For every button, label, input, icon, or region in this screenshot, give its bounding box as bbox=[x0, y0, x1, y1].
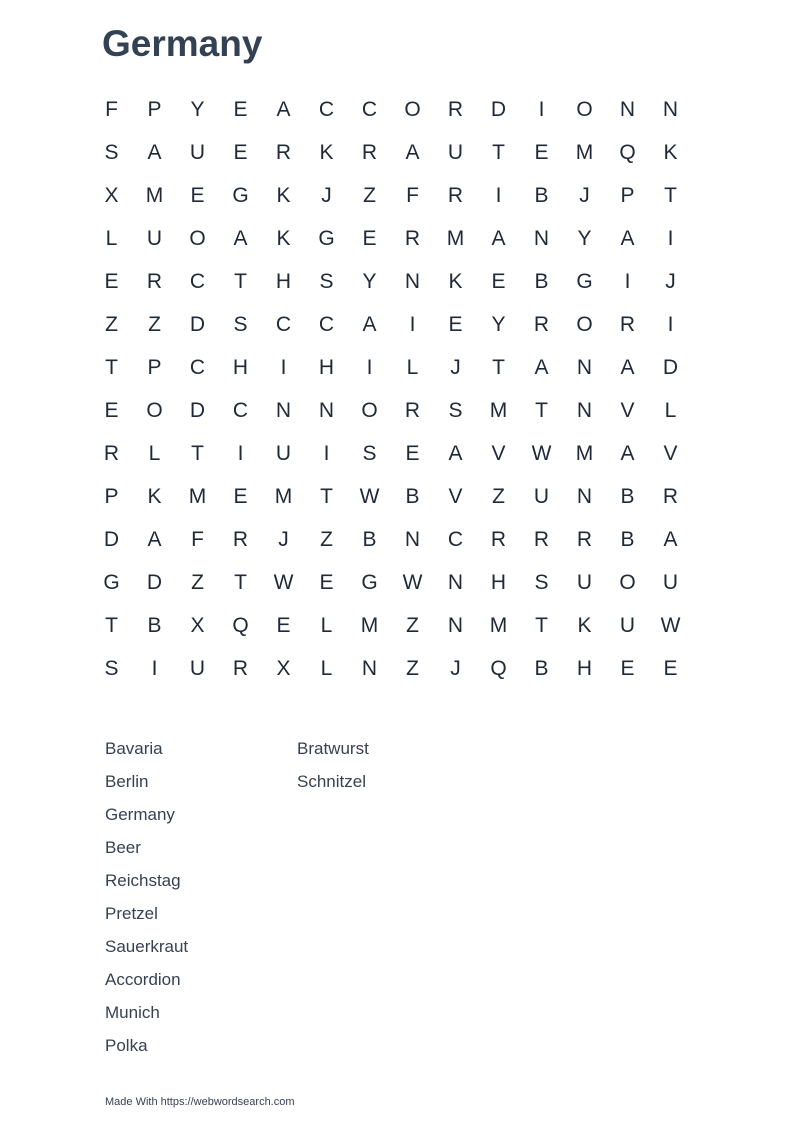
grid-cell: R bbox=[103, 441, 120, 465]
grid-cell: U bbox=[576, 570, 593, 594]
grid-cell: V bbox=[491, 441, 506, 465]
grid-cell: S bbox=[233, 312, 248, 336]
grid-cell: M bbox=[489, 398, 508, 422]
grid-cell: L bbox=[406, 355, 419, 379]
grid-cell: R bbox=[404, 226, 421, 250]
grid-cell: O bbox=[361, 398, 378, 422]
grid-cell: I bbox=[667, 312, 674, 336]
grid-cell: B bbox=[147, 613, 162, 637]
grid-cell: E bbox=[491, 269, 506, 293]
grid-cell: I bbox=[237, 441, 244, 465]
word-list bbox=[105, 732, 489, 1062]
grid-cell: J bbox=[450, 355, 461, 379]
grid-cell: H bbox=[490, 570, 507, 594]
grid-cell: Z bbox=[492, 484, 505, 508]
grid-cell: N bbox=[361, 656, 378, 680]
grid-cell: F bbox=[105, 97, 118, 121]
grid-cell: Q bbox=[232, 613, 249, 637]
grid-cell: A bbox=[620, 226, 635, 250]
word-list-item: Germany bbox=[105, 805, 175, 824]
grid-cell: M bbox=[575, 441, 594, 465]
grid-cell: N bbox=[576, 355, 593, 379]
grid-cell: J bbox=[450, 656, 461, 680]
grid-cell: A bbox=[362, 312, 377, 336]
grid-cell: W bbox=[402, 570, 423, 594]
grid-cell: T bbox=[105, 355, 118, 379]
grid-cell: R bbox=[275, 140, 292, 164]
grid-cell: Z bbox=[406, 656, 419, 680]
grid-cell: E bbox=[405, 441, 420, 465]
grid-cell: E bbox=[233, 484, 248, 508]
grid-cell: T bbox=[105, 613, 118, 637]
grid-cell: C bbox=[189, 269, 206, 293]
grid-cell: A bbox=[448, 441, 463, 465]
grid-cell: I bbox=[495, 183, 502, 207]
grid-cell: B bbox=[534, 656, 549, 680]
letter-grid bbox=[90, 88, 692, 690]
grid-cell: W bbox=[660, 613, 681, 637]
grid-cell: N bbox=[404, 527, 421, 551]
grid-cell: K bbox=[147, 484, 162, 508]
grid-cell: R bbox=[146, 269, 163, 293]
grid-cell: Z bbox=[363, 183, 376, 207]
grid-cell: I bbox=[538, 97, 545, 121]
grid-cell: Z bbox=[191, 570, 204, 594]
grid-cell: Z bbox=[148, 312, 161, 336]
grid-cell: W bbox=[531, 441, 552, 465]
grid-cell: E bbox=[276, 613, 291, 637]
grid-cell: Z bbox=[406, 613, 419, 637]
grid-cell: U bbox=[189, 656, 206, 680]
grid-cell: T bbox=[234, 570, 247, 594]
grid-cell: A bbox=[405, 140, 420, 164]
grid-cell: I bbox=[624, 269, 631, 293]
grid-cell: M bbox=[274, 484, 293, 508]
grid-cell: C bbox=[189, 355, 206, 379]
grid-cell: L bbox=[320, 656, 333, 680]
grid-cell: M bbox=[575, 140, 594, 164]
word-list-item: Schnitzel bbox=[297, 772, 366, 791]
grid-cell: L bbox=[664, 398, 677, 422]
grid-cell: K bbox=[276, 226, 291, 250]
grid-cell: C bbox=[232, 398, 249, 422]
grid-cell: H bbox=[232, 355, 249, 379]
grid-cell: G bbox=[318, 226, 335, 250]
grid-cell: K bbox=[319, 140, 334, 164]
grid-cell: C bbox=[318, 312, 335, 336]
grid-cell: A bbox=[147, 140, 162, 164]
grid-cell: B bbox=[620, 484, 635, 508]
word-list-item: Reichstag bbox=[105, 871, 181, 890]
grid-cell: P bbox=[147, 355, 162, 379]
grid-cell: M bbox=[145, 183, 164, 207]
grid-cell: O bbox=[189, 226, 206, 250]
grid-cell: C bbox=[275, 312, 292, 336]
grid-cell: S bbox=[104, 140, 119, 164]
grid-cell: N bbox=[576, 398, 593, 422]
word-list-item: Sauerkraut bbox=[105, 937, 189, 956]
grid-cell: P bbox=[147, 97, 162, 121]
grid-cell: D bbox=[189, 398, 206, 422]
grid-cell: W bbox=[273, 570, 294, 594]
grid-cell: N bbox=[619, 97, 636, 121]
grid-cell: M bbox=[360, 613, 379, 637]
grid-cell: S bbox=[319, 269, 334, 293]
grid-cell: N bbox=[662, 97, 679, 121]
grid-cell: T bbox=[234, 269, 247, 293]
grid-cell: R bbox=[619, 312, 636, 336]
grid-cell: K bbox=[577, 613, 592, 637]
grid-cell: R bbox=[232, 527, 249, 551]
grid-cell: A bbox=[276, 97, 291, 121]
grid-cell: E bbox=[362, 226, 377, 250]
grid-cell: R bbox=[404, 398, 421, 422]
grid-cell: N bbox=[404, 269, 421, 293]
grid-cell: T bbox=[492, 140, 505, 164]
grid-cell: Q bbox=[619, 140, 636, 164]
grid-cell: G bbox=[576, 269, 593, 293]
grid-cell: Z bbox=[105, 312, 118, 336]
grid-cell: M bbox=[489, 613, 508, 637]
grid-cell: S bbox=[104, 656, 119, 680]
grid-cell: Y bbox=[362, 269, 377, 293]
grid-cell: K bbox=[663, 140, 678, 164]
grid-cell: E bbox=[448, 312, 463, 336]
word-list-item: Pretzel bbox=[105, 904, 158, 923]
grid-cell: C bbox=[447, 527, 464, 551]
grid-cell: R bbox=[447, 97, 464, 121]
grid-cell: D bbox=[662, 355, 679, 379]
grid-cell: L bbox=[148, 441, 161, 465]
grid-cell: T bbox=[191, 441, 204, 465]
grid-cell: I bbox=[409, 312, 416, 336]
grid-cell: Z bbox=[320, 527, 333, 551]
grid-cell: V bbox=[620, 398, 635, 422]
grid-cell: T bbox=[492, 355, 505, 379]
grid-cell: A bbox=[233, 226, 248, 250]
grid-cell: N bbox=[447, 613, 464, 637]
grid-cell: W bbox=[359, 484, 380, 508]
grid-cell: B bbox=[620, 527, 635, 551]
grid-cell: O bbox=[146, 398, 163, 422]
grid-cell: S bbox=[534, 570, 549, 594]
grid-cell: A bbox=[147, 527, 162, 551]
grid-cell: E bbox=[190, 183, 205, 207]
grid-cell: K bbox=[448, 269, 463, 293]
grid-cell: V bbox=[448, 484, 463, 508]
grid-cell: R bbox=[232, 656, 249, 680]
grid-cell: X bbox=[276, 656, 291, 680]
grid-cell: I bbox=[667, 226, 674, 250]
grid-cell: M bbox=[446, 226, 465, 250]
grid-cell: C bbox=[318, 97, 335, 121]
grid-cell: S bbox=[448, 398, 463, 422]
grid-cell: Y bbox=[577, 226, 592, 250]
word-list-item: Munich bbox=[105, 1003, 160, 1022]
grid-cell: E bbox=[663, 656, 678, 680]
grid-cell: X bbox=[104, 183, 119, 207]
grid-cell: A bbox=[534, 355, 549, 379]
grid-cell: R bbox=[533, 527, 550, 551]
grid-cell: H bbox=[576, 656, 593, 680]
grid-cell: Q bbox=[490, 656, 507, 680]
grid-cell: P bbox=[620, 183, 635, 207]
grid-cell: S bbox=[362, 441, 377, 465]
grid-cell: F bbox=[191, 527, 204, 551]
grid-cell: D bbox=[103, 527, 120, 551]
grid-cell: O bbox=[576, 97, 593, 121]
grid-cell: Y bbox=[190, 97, 205, 121]
grid-cell: O bbox=[404, 97, 421, 121]
grid-cell: G bbox=[103, 570, 120, 594]
grid-cell: U bbox=[662, 570, 679, 594]
grid-cell: U bbox=[146, 226, 163, 250]
grid-cell: J bbox=[278, 527, 289, 551]
grid-cell: O bbox=[619, 570, 636, 594]
word-list-item: Beer bbox=[105, 838, 141, 857]
grid-cell: I bbox=[323, 441, 330, 465]
grid-cell: D bbox=[490, 97, 507, 121]
word-list-item: Bratwurst bbox=[297, 739, 369, 758]
grid-cell: E bbox=[233, 140, 248, 164]
grid-cell: M bbox=[188, 484, 207, 508]
grid-cell: E bbox=[319, 570, 334, 594]
grid-cell: L bbox=[105, 226, 118, 250]
grid-cell: T bbox=[535, 398, 548, 422]
grid-cell: H bbox=[318, 355, 335, 379]
grid-cell: N bbox=[533, 226, 550, 250]
grid-cell: Y bbox=[491, 312, 506, 336]
grid-cell: R bbox=[662, 484, 679, 508]
grid-cell: U bbox=[275, 441, 292, 465]
grid-cell: B bbox=[534, 269, 549, 293]
grid-cell: R bbox=[490, 527, 507, 551]
grid-cell: A bbox=[620, 355, 635, 379]
grid-cell: R bbox=[576, 527, 593, 551]
grid-cell: J bbox=[665, 269, 676, 293]
word-list-item: Polka bbox=[105, 1036, 148, 1055]
grid-cell: N bbox=[318, 398, 335, 422]
grid-cell: X bbox=[190, 613, 205, 637]
grid-cell: E bbox=[104, 398, 119, 422]
grid-cell: E bbox=[233, 97, 248, 121]
grid-cell: G bbox=[361, 570, 378, 594]
word-list-item: Bavaria bbox=[105, 739, 163, 758]
grid-cell: A bbox=[491, 226, 506, 250]
grid-cell: I bbox=[151, 656, 158, 680]
grid-cell: C bbox=[361, 97, 378, 121]
grid-cell: U bbox=[447, 140, 464, 164]
grid-cell: B bbox=[534, 183, 549, 207]
grid-cell: T bbox=[535, 613, 548, 637]
grid-cell: L bbox=[320, 613, 333, 637]
grid-cell: R bbox=[447, 183, 464, 207]
grid-cell: B bbox=[362, 527, 377, 551]
grid-cell: T bbox=[320, 484, 333, 508]
grid-cell: A bbox=[620, 441, 635, 465]
grid-cell: I bbox=[366, 355, 373, 379]
grid-cell: N bbox=[275, 398, 292, 422]
page-title: Germany bbox=[102, 23, 263, 64]
grid-cell: N bbox=[447, 570, 464, 594]
grid-cell: A bbox=[663, 527, 678, 551]
grid-cell: I bbox=[280, 355, 287, 379]
footer-credit: Made With https://webwordsearch.com bbox=[105, 1096, 295, 1108]
grid-cell: E bbox=[104, 269, 119, 293]
grid-cell: G bbox=[232, 183, 249, 207]
grid-cell: U bbox=[619, 613, 636, 637]
grid-cell: J bbox=[579, 183, 590, 207]
word-list-item: Berlin bbox=[105, 772, 149, 791]
grid-cell: D bbox=[146, 570, 163, 594]
grid-cell: U bbox=[189, 140, 206, 164]
grid-cell: B bbox=[405, 484, 420, 508]
grid-cell: J bbox=[321, 183, 332, 207]
grid-cell: O bbox=[576, 312, 593, 336]
grid-cell: U bbox=[533, 484, 550, 508]
grid-cell: K bbox=[276, 183, 291, 207]
grid-cell: T bbox=[664, 183, 677, 207]
grid-cell: F bbox=[406, 183, 419, 207]
grid-cell: E bbox=[534, 140, 549, 164]
grid-cell: E bbox=[620, 656, 635, 680]
grid-cell: N bbox=[576, 484, 593, 508]
grid-cell: R bbox=[533, 312, 550, 336]
word-list-item: Accordion bbox=[105, 970, 181, 989]
grid-cell: P bbox=[104, 484, 119, 508]
grid-cell: R bbox=[361, 140, 378, 164]
grid-cell: D bbox=[189, 312, 206, 336]
grid-cell: V bbox=[663, 441, 678, 465]
grid-cell: H bbox=[275, 269, 292, 293]
